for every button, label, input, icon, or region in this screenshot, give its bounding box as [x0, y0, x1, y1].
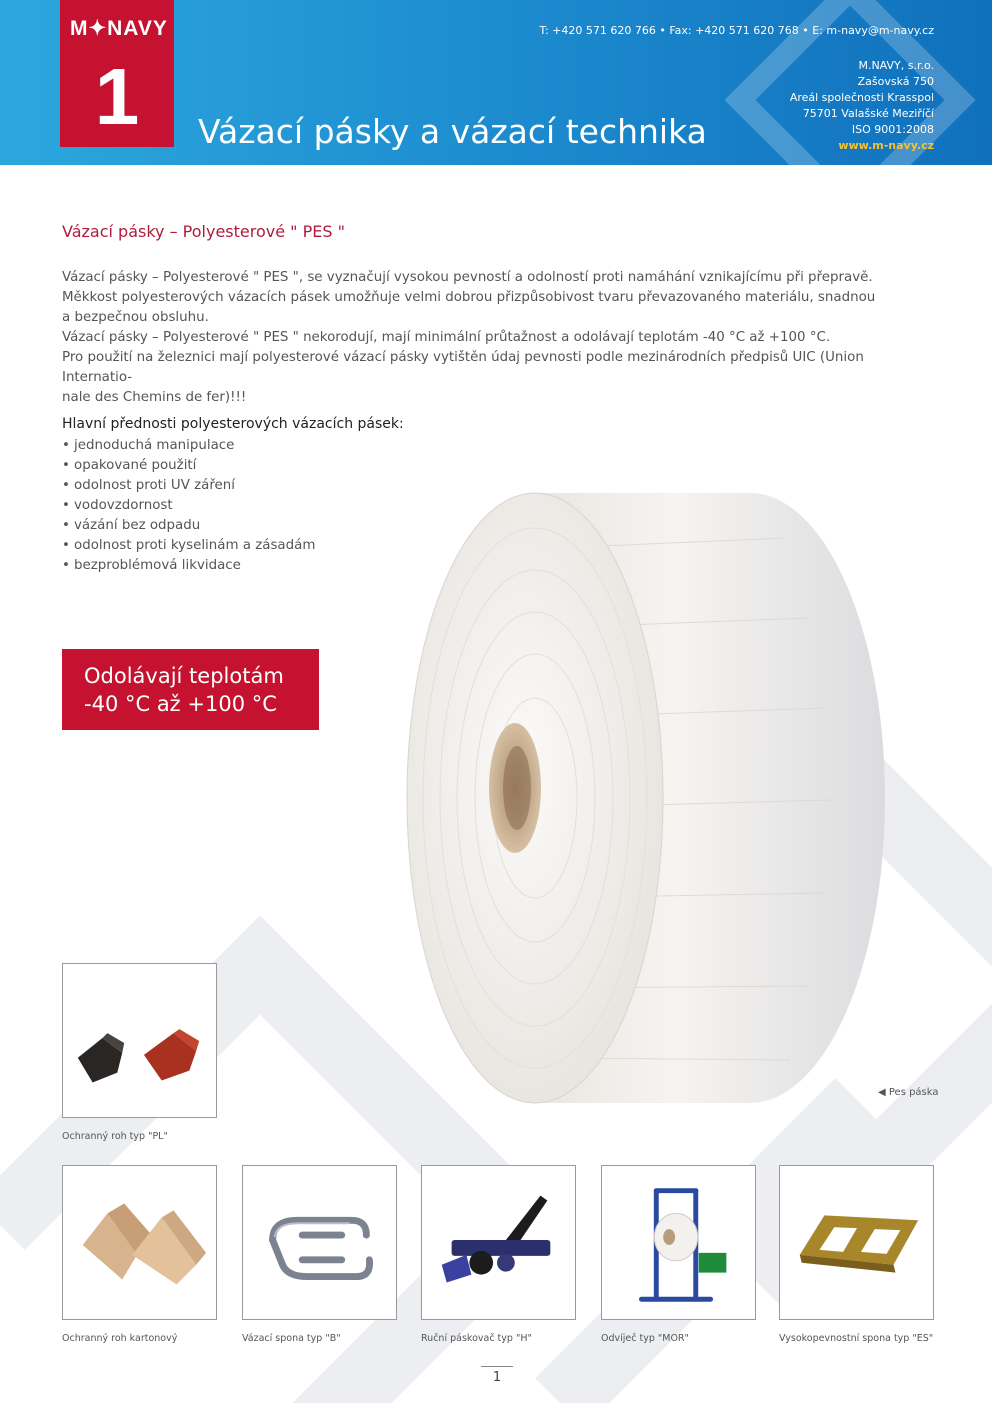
- address-line: ISO 9001:2008: [851, 123, 934, 136]
- roll-caption: ◀ Pes páska: [878, 1087, 939, 1098]
- callout-line: Odolávají teplotám: [84, 664, 284, 688]
- advantages-list: [62, 436, 315, 576]
- company-logo: M✦NAVY: [70, 17, 168, 40]
- dispenser-mor-image: [601, 1165, 756, 1320]
- pes-strap-roll-image: [405, 488, 945, 1113]
- paragraph-line: Pro použití na železnici mají polyesterové vázací pásky vytištěn údaj pevnosti podle mezinárodních předpisů UIC (Union Internatio-: [62, 350, 864, 385]
- footer-divider: [481, 1366, 513, 1367]
- list-item: • vodovzdornost: [62, 496, 315, 516]
- buckle-es-caption: Vysokopevnostní spona typ "ES": [779, 1333, 934, 1344]
- list-item: • jednoduchá manipulace: [62, 436, 315, 456]
- list-item: • bezproblémová likvidace: [62, 556, 315, 576]
- corner-cardboard-caption: Ochranný roh kartonový: [62, 1333, 178, 1344]
- corner-pl-caption: Ochranný roh typ "PL": [62, 1131, 168, 1142]
- contact-line: T: +420 571 620 766 • Fax: +420 571 620 768 • E: m-navy@m-navy.cz: [539, 24, 934, 37]
- temperature-callout: [62, 649, 319, 730]
- corner-cardboard-image: [62, 1165, 217, 1320]
- list-item: • vázání bez odpadu: [62, 516, 315, 536]
- page-number: 1: [492, 1370, 502, 1385]
- description-paragraph: [62, 268, 932, 408]
- paragraph-line: nale des Chemins de fer)!!!: [62, 390, 247, 405]
- list-item: • odolnost proti UV záření: [62, 476, 315, 496]
- chapter-number: 1: [94, 52, 140, 141]
- list-item: • odolnost proti kyselinám a zásadám: [62, 536, 315, 556]
- address-line: 75701 Valašské Meziříčí: [802, 107, 934, 120]
- dispenser-mor-caption: Odvíječ typ "MOR": [601, 1333, 689, 1344]
- section-title: Vázací pásky – Polyesterové " PES ": [62, 222, 345, 241]
- list-item: • opakované použití: [62, 456, 315, 476]
- website-link[interactable]: www.m-navy.cz: [838, 139, 934, 152]
- corner-pl-image: [62, 963, 217, 1118]
- buckle-es-image: [779, 1165, 934, 1320]
- address-line: Zašovská 750: [857, 75, 934, 88]
- paragraph-line: Vázací pásky – Polyesterové " PES " nekorodují, mají minimální průtažnost a odolávají teplotám -40 °C až +100 °C.: [62, 330, 831, 345]
- paragraph-line: Měkkost polyesterových vázacích pásek umožňuje velmi dobrou přizpůsobivost tvaru převazovaného materiálu, snadnou: [62, 290, 876, 305]
- paragraph-line: a bezpečnou obsluhu.: [62, 310, 209, 325]
- callout-line: -40 °C až +100 °C: [84, 692, 277, 716]
- buckle-b-caption: Vázací spona typ "B": [242, 1333, 341, 1344]
- address-line: M.NAVY, s.r.o.: [858, 59, 934, 72]
- address-line: Areál společnosti Krasspol: [789, 91, 934, 104]
- page-title: Vázací pásky a vázací technika: [198, 112, 707, 151]
- tensioner-h-image: [421, 1165, 576, 1320]
- company-address: [790, 58, 934, 154]
- tensioner-h-caption: Ruční páskovač typ "H": [421, 1333, 532, 1344]
- page-header: [0, 0, 992, 165]
- paragraph-line: Vázací pásky – Polyesterové " PES ", se vyznačují vysokou pevností a odolností proti namáhání vznikajícímu při přepravě.: [62, 270, 873, 285]
- advantages-title: Hlavní přednosti polyesterových vázacích pásek:: [62, 416, 404, 432]
- buckle-b-image: [242, 1165, 397, 1320]
